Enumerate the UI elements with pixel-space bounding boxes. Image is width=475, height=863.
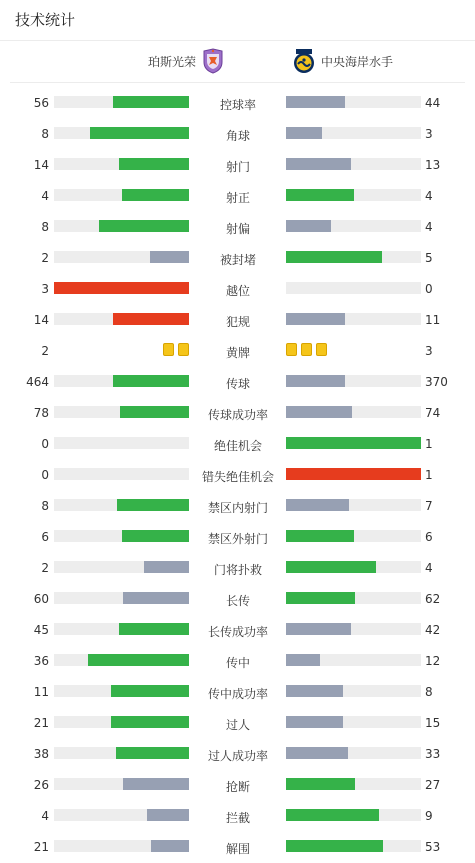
stat-row (0, 739, 475, 770)
away-stat-bar (286, 406, 352, 418)
stat-label: 错失绝佳机会 (201, 470, 274, 484)
home-stat-value: 2 (41, 561, 49, 575)
home-stat-bar (113, 375, 189, 387)
home-stat-bar (122, 189, 190, 201)
away-stat-bar-track (286, 96, 421, 108)
stat-row (0, 615, 475, 646)
away-stat-bar-track (286, 437, 421, 449)
away-stat-value: 42 (425, 623, 441, 637)
home-stat-value: 4 (41, 189, 49, 203)
stat-label: 射正 (225, 191, 250, 205)
home-stat-value: 3 (41, 282, 49, 296)
central-coast-mariners-crest-icon (293, 48, 315, 74)
stat-label: 犯规 (225, 315, 250, 329)
stat-row (0, 212, 475, 243)
away-stat-bar (286, 127, 322, 139)
stat-row (0, 832, 475, 863)
away-stat-bar-track (286, 561, 421, 573)
away-stat-bar-track (286, 220, 421, 232)
stat-row (0, 553, 475, 584)
away-stat-bar (286, 499, 349, 511)
home-stat-value: 8 (41, 499, 49, 513)
away-stat-bar-track (286, 251, 421, 263)
home-stat-value: 21 (33, 716, 49, 730)
stat-label: 射门 (225, 160, 250, 174)
stat-row (0, 677, 475, 708)
away-stat-bar (286, 468, 421, 480)
away-stat-value: 9 (425, 809, 433, 823)
away-stat-value: 74 (425, 406, 441, 420)
away-stat-value: 15 (425, 716, 441, 730)
home-stat-bar-track (54, 127, 189, 139)
away-stat-value: 1 (425, 468, 433, 482)
away-stat-value: 44 (425, 96, 441, 110)
stat-row (0, 367, 475, 398)
stat-row (0, 150, 475, 181)
home-stat-bar (99, 220, 189, 232)
home-stat-bar-track (54, 499, 189, 511)
away-stat-value: 3 (425, 344, 433, 358)
stat-label: 传球成功率 (207, 408, 268, 422)
stat-label: 解围 (225, 842, 250, 856)
page-title: 技术统计 (0, 0, 475, 41)
home-stat-bar-track (54, 189, 189, 201)
stat-row (0, 119, 475, 150)
home-stat-bar (147, 809, 189, 821)
away-stat-bar (286, 592, 355, 604)
yellow-card-icon (286, 343, 297, 356)
home-stat-bar-track (54, 778, 189, 790)
away-stat-bar (286, 561, 376, 573)
away-stat-bar (286, 158, 351, 170)
home-stat-value: 14 (33, 313, 49, 327)
away-stat-value: 7 (425, 499, 433, 513)
away-stat-bar-track (286, 499, 421, 511)
away-stat-bar (286, 375, 345, 387)
stat-row (0, 770, 475, 801)
away-stat-bar (286, 220, 331, 232)
stats-list (0, 88, 475, 863)
away-yellow-cards (286, 343, 327, 356)
away-stat-value: 8 (425, 685, 433, 699)
home-stat-bar (122, 530, 190, 542)
away-stat-value: 33 (425, 747, 441, 761)
stat-label: 角球 (225, 129, 250, 143)
away-stat-bar (286, 654, 320, 666)
home-team[interactable] (148, 48, 224, 74)
yellow-card-icon (163, 343, 174, 356)
stat-label: 被封堵 (219, 253, 256, 267)
home-stat-bar-track (54, 468, 189, 480)
home-stat-value: 21 (33, 840, 49, 854)
home-stat-value: 4 (41, 809, 49, 823)
home-stat-bar (120, 406, 189, 418)
home-stat-value: 36 (33, 654, 49, 668)
away-stat-bar-track (286, 375, 421, 387)
stat-label: 长传 (225, 594, 250, 608)
stat-row (0, 336, 475, 367)
home-stat-bar (111, 716, 189, 728)
home-stat-bar (151, 840, 189, 852)
stat-row (0, 522, 475, 553)
home-stat-bar-track (54, 251, 189, 263)
stat-row (0, 181, 475, 212)
home-yellow-cards (163, 343, 189, 356)
home-stat-bar (90, 127, 189, 139)
home-stat-bar-track (54, 220, 189, 232)
away-stat-bar (286, 840, 383, 852)
away-stat-value: 370 (425, 375, 448, 389)
home-stat-bar-track (54, 406, 189, 418)
stat-row (0, 398, 475, 429)
yellow-card-icon (301, 343, 312, 356)
away-stat-value: 27 (425, 778, 441, 792)
home-stat-bar-track (54, 747, 189, 759)
home-stat-value: 0 (41, 437, 49, 451)
stat-row (0, 305, 475, 336)
away-stat-bar-track (286, 127, 421, 139)
away-stat-value: 0 (425, 282, 433, 296)
home-stat-value: 6 (41, 530, 49, 544)
away-stat-bar (286, 623, 351, 635)
home-stat-bar (117, 499, 189, 511)
away-stat-bar (286, 189, 354, 201)
home-team-name: 珀斯光荣 (147, 54, 196, 69)
stat-row (0, 708, 475, 739)
stat-label: 过人 (225, 718, 250, 732)
away-stat-bar-track (286, 313, 421, 325)
stat-label: 禁区外射门 (207, 532, 268, 546)
away-stat-bar (286, 778, 355, 790)
stat-row (0, 429, 475, 460)
stat-row (0, 491, 475, 522)
stat-label: 传中 (225, 656, 250, 670)
stat-label: 射偏 (225, 222, 250, 236)
home-stat-bar (111, 685, 189, 697)
away-stat-value: 53 (425, 840, 441, 854)
home-stat-bar-track (54, 623, 189, 635)
away-stat-bar (286, 251, 382, 263)
stat-row (0, 584, 475, 615)
home-stat-value: 78 (33, 406, 49, 420)
yellow-card-icon (178, 343, 189, 356)
home-stat-value: 8 (41, 220, 49, 234)
away-stat-bar-track (286, 623, 421, 635)
home-stat-bar-track (54, 530, 189, 542)
home-stat-bar (113, 313, 189, 325)
home-stat-value: 0 (41, 468, 49, 482)
stat-label: 长传成功率 (207, 625, 268, 639)
away-stat-value: 11 (425, 313, 441, 327)
home-stat-bar (123, 778, 189, 790)
home-stat-value: 26 (33, 778, 49, 792)
away-stat-value: 1 (425, 437, 433, 451)
stat-row (0, 88, 475, 119)
stat-label: 控球率 (219, 98, 256, 112)
home-stat-bar-track (54, 561, 189, 573)
home-stat-bar (150, 251, 189, 263)
stat-label: 抢断 (225, 780, 250, 794)
stat-row (0, 243, 475, 274)
home-stat-bar-track (54, 158, 189, 170)
away-stat-bar-track (286, 840, 421, 852)
away-stat-bar-track (286, 809, 421, 821)
home-stat-value: 38 (33, 747, 49, 761)
home-stat-bar-track (54, 96, 189, 108)
away-stat-value: 4 (425, 561, 433, 575)
away-stat-bar (286, 747, 348, 759)
away-stat-value: 13 (425, 158, 441, 172)
away-stat-bar-track (286, 654, 421, 666)
stat-label: 禁区内射门 (207, 501, 268, 515)
away-stat-bar-track (286, 747, 421, 759)
away-stat-bar (286, 685, 343, 697)
home-stat-bar-track (54, 282, 189, 294)
away-stat-bar (286, 313, 345, 325)
stat-label: 绝佳机会 (213, 439, 262, 453)
team-header (10, 41, 465, 83)
away-stat-bar-track (286, 158, 421, 170)
away-stat-value: 12 (425, 654, 441, 668)
away-stat-value: 4 (425, 220, 433, 234)
stat-label: 传球 (225, 377, 250, 391)
home-stat-bar-track (54, 375, 189, 387)
away-team[interactable] (293, 48, 393, 74)
home-stat-bar (119, 158, 189, 170)
away-stat-bar (286, 809, 379, 821)
away-stat-bar (286, 96, 345, 108)
home-stat-bar (88, 654, 189, 666)
stat-row (0, 460, 475, 491)
yellow-card-icon (316, 343, 327, 356)
away-stat-bar-track (286, 685, 421, 697)
away-stat-bar-track (286, 406, 421, 418)
away-stat-bar (286, 716, 343, 728)
home-stat-bar (113, 96, 189, 108)
away-stat-bar-track (286, 530, 421, 542)
stat-row (0, 801, 475, 832)
home-stat-bar-track (54, 840, 189, 852)
home-stat-bar-track (54, 716, 189, 728)
away-stat-value: 6 (425, 530, 433, 544)
home-stat-value: 8 (41, 127, 49, 141)
away-stat-bar-track (286, 592, 421, 604)
home-stat-value: 464 (26, 375, 49, 389)
home-stat-bar-track (54, 313, 189, 325)
stat-label: 传中成功率 (207, 687, 268, 701)
home-stat-bar (116, 747, 189, 759)
home-stat-value: 2 (41, 344, 49, 358)
away-stat-bar-track (286, 468, 421, 480)
stat-row (0, 274, 475, 305)
away-team-name: 中央海岸水手 (321, 54, 394, 69)
home-stat-value: 11 (33, 685, 49, 699)
home-stat-bar-track (54, 809, 189, 821)
home-stat-value: 60 (33, 592, 49, 606)
home-stat-bar (123, 592, 189, 604)
away-stat-value: 5 (425, 251, 433, 265)
perth-glory-crest-icon (202, 48, 224, 74)
home-stat-bar (54, 282, 189, 294)
away-stat-bar (286, 530, 354, 542)
stat-label: 门将扑救 (213, 563, 262, 577)
home-stat-value: 56 (33, 96, 49, 110)
away-stat-bar-track (286, 189, 421, 201)
home-stat-bar-track (54, 685, 189, 697)
home-stat-value: 14 (33, 158, 49, 172)
stat-label: 越位 (225, 284, 250, 298)
away-stat-bar-track (286, 716, 421, 728)
stat-label: 过人成功率 (207, 749, 268, 763)
away-stat-value: 62 (425, 592, 441, 606)
home-stat-bar (144, 561, 189, 573)
stat-row (0, 646, 475, 677)
home-stat-value: 45 (33, 623, 49, 637)
home-stat-bar-track (54, 654, 189, 666)
stat-label: 拦截 (225, 811, 250, 825)
away-stat-value: 3 (425, 127, 433, 141)
away-stat-bar-track (286, 282, 421, 294)
away-stat-bar (286, 437, 421, 449)
stat-label: 黄牌 (225, 346, 250, 360)
home-stat-value: 2 (41, 251, 49, 265)
home-stat-bar-track (54, 437, 189, 449)
home-stat-bar-track (54, 592, 189, 604)
away-stat-value: 4 (425, 189, 433, 203)
away-stat-bar-track (286, 778, 421, 790)
home-stat-bar (119, 623, 189, 635)
